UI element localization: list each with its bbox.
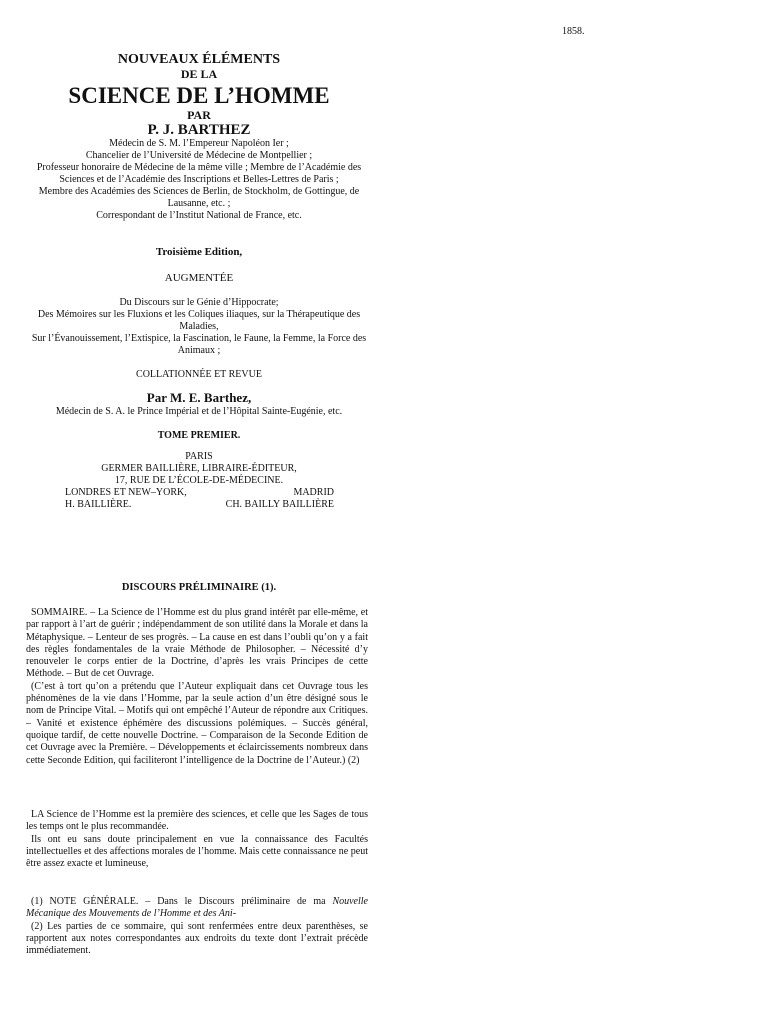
- addition-1: Du Discours sur le Génie d’Hippocrate;: [119, 297, 279, 308]
- sommaire-paragraph-2: (C’est à tort qu’on a prétendu que l’Auteur expliquait dans cet Ouvrage tous les phénomènes de la vie dans l’Homme, par la seule action d’un être désigné sous le nom de Principe Vital. – Motifs qui ont empêché l’Auteur de répondre aux Critiques. – Vanité et existence éphémère des discussions polémiques. – Succès général, quoique tardif, de cette nouvelle Doctrine. – Comparaison de la Seconde Edition de cet Ouvrage avec la Première. – Développements et éclaircissements nombreux dans cette Seconde Edition, qui faciliteront l’intelligence de la Doctrine de l’Auteur.) (2): [26, 680, 368, 766]
- edition-label: Troisième Edition,: [155, 246, 243, 258]
- imprint-address: 17, RUE DE L’ÉCOLE-DE-MÉDECINE.: [114, 475, 284, 486]
- author-title-4: Membre des Académies des Sciences de Berlin, de Stockholm, de Gottingue, de Lausanne, etc. ;: [38, 186, 360, 209]
- footnote-1-text: (1) NOTE GÉNÉRALE. – Dans le Discours préliminaire de ma: [31, 896, 333, 907]
- imprint-right-publisher: CH. BAILLY BAILLIÈRE: [225, 499, 334, 510]
- editor-title: Médecin de S. A. le Prince Impérial et de l’Hôpital Sainte-Eugénie, etc.: [55, 406, 343, 417]
- imprint-block: [26, 451, 372, 511]
- author-title-2: Chancelier de l’Université de Médecine de Montpellier ;: [85, 150, 313, 161]
- main-title: SCIENCE DE L’HOMME: [68, 83, 330, 108]
- author-title-5: Correspondant de l’Institut National de France, etc.: [96, 210, 302, 221]
- body-text-block: [26, 809, 368, 870]
- title-line-1: NOUVEAUX ÉLÉMENTS: [117, 52, 281, 67]
- imprint-publishers-row: [26, 499, 372, 511]
- editor-name: Par M. E. Barthez,: [146, 390, 252, 405]
- imprint-left-publisher: H. BAILLIÈRE.: [65, 499, 132, 510]
- imprint-right-city: MADRID: [293, 487, 334, 498]
- footnotes-block: [26, 896, 368, 957]
- footnote-2: (2) Les parties de ce sommaire, qui sont renfermées entre deux parenthèses, se rapportent aux notes correspondantes aux endroits du texte dont l’extrait précède immédiatement.: [26, 920, 368, 957]
- author-titles: [26, 138, 372, 222]
- addition-3: Sur l’Évanouissement, l’Extispice, la Fascination, le Faune, la Femme, la Force des Animaux ;: [31, 333, 367, 356]
- imprint-city: PARIS: [185, 451, 213, 462]
- author-name: P. J. BARTHEZ: [147, 122, 251, 138]
- discours-title: DISCOURS PRÉLIMINAIRE (1).: [121, 582, 277, 593]
- title-par: PAR: [187, 108, 211, 122]
- additions-list: [26, 297, 372, 357]
- year-label: 1858.: [562, 26, 585, 37]
- sommaire-paragraph-1: SOMMAIRE. – La Science de l’Homme est du plus grand intérêt par elle-même, et par rapport à l’art de guérir ; indépendamment de son utilité dans la Morale et dans la Métaphysique. – Lenteur de ses progrès. – La cause en est dans l’oubli qu’on y a fait des règles fondamentales de la vraie Méthode de Philosopher. – Nécessité d’y renouveler le corps entier de la Doctrine, d’après les vrais Principes de cette Méthode. – But de cet Ouvrage.: [26, 607, 368, 680]
- imprint-publisher: GERMER BAILLIÈRE, LIBRAIRE-ÉDITEUR,: [101, 463, 297, 474]
- augmentee-label: AUGMENTÉE: [164, 272, 234, 284]
- tome-label: TOME PREMIER.: [157, 430, 241, 441]
- title-page-block: [26, 52, 372, 442]
- imprint-left-city: LONDRES ET NEW–YORK,: [65, 487, 187, 498]
- imprint-cities-row: [26, 487, 372, 499]
- body-paragraph-2: Ils ont eu sans doute principalement en vue la connaissance des Facultés intellectuelles et des affections morales de l’homme. Mais cette connaissance ne peut être assez exacte et lumineuse,: [26, 833, 368, 870]
- title-line-2: DE LA: [180, 67, 218, 81]
- footnote-1-italic: Nouvelle Mécanique des Mouvements de l’Homme et des Ani-: [26, 896, 368, 920]
- sommaire-block: [26, 607, 368, 767]
- author-title-1: Médecin de S. M. l’Empereur Napoléon Ier ;: [109, 138, 289, 149]
- addition-2: Des Mémoires sur les Fluxions et les Coliques iliaques, sur la Thérapeutique des Maladies,: [37, 309, 361, 332]
- body-paragraph-1: LA Science de l’Homme est la première des sciences, et celle que les Sages de tous les temps ont le plus recommandée.: [26, 809, 368, 833]
- collationnee-label: COLLATIONNÉE ET REVUE: [136, 369, 262, 380]
- footnote-1: [26, 896, 368, 921]
- author-title-3: Professeur honoraire de Médecine de la même ville ; Membre de l’Académie des Sciences et de l’Académie des Inscriptions et Belles-Lettres de Paris ;: [36, 162, 362, 185]
